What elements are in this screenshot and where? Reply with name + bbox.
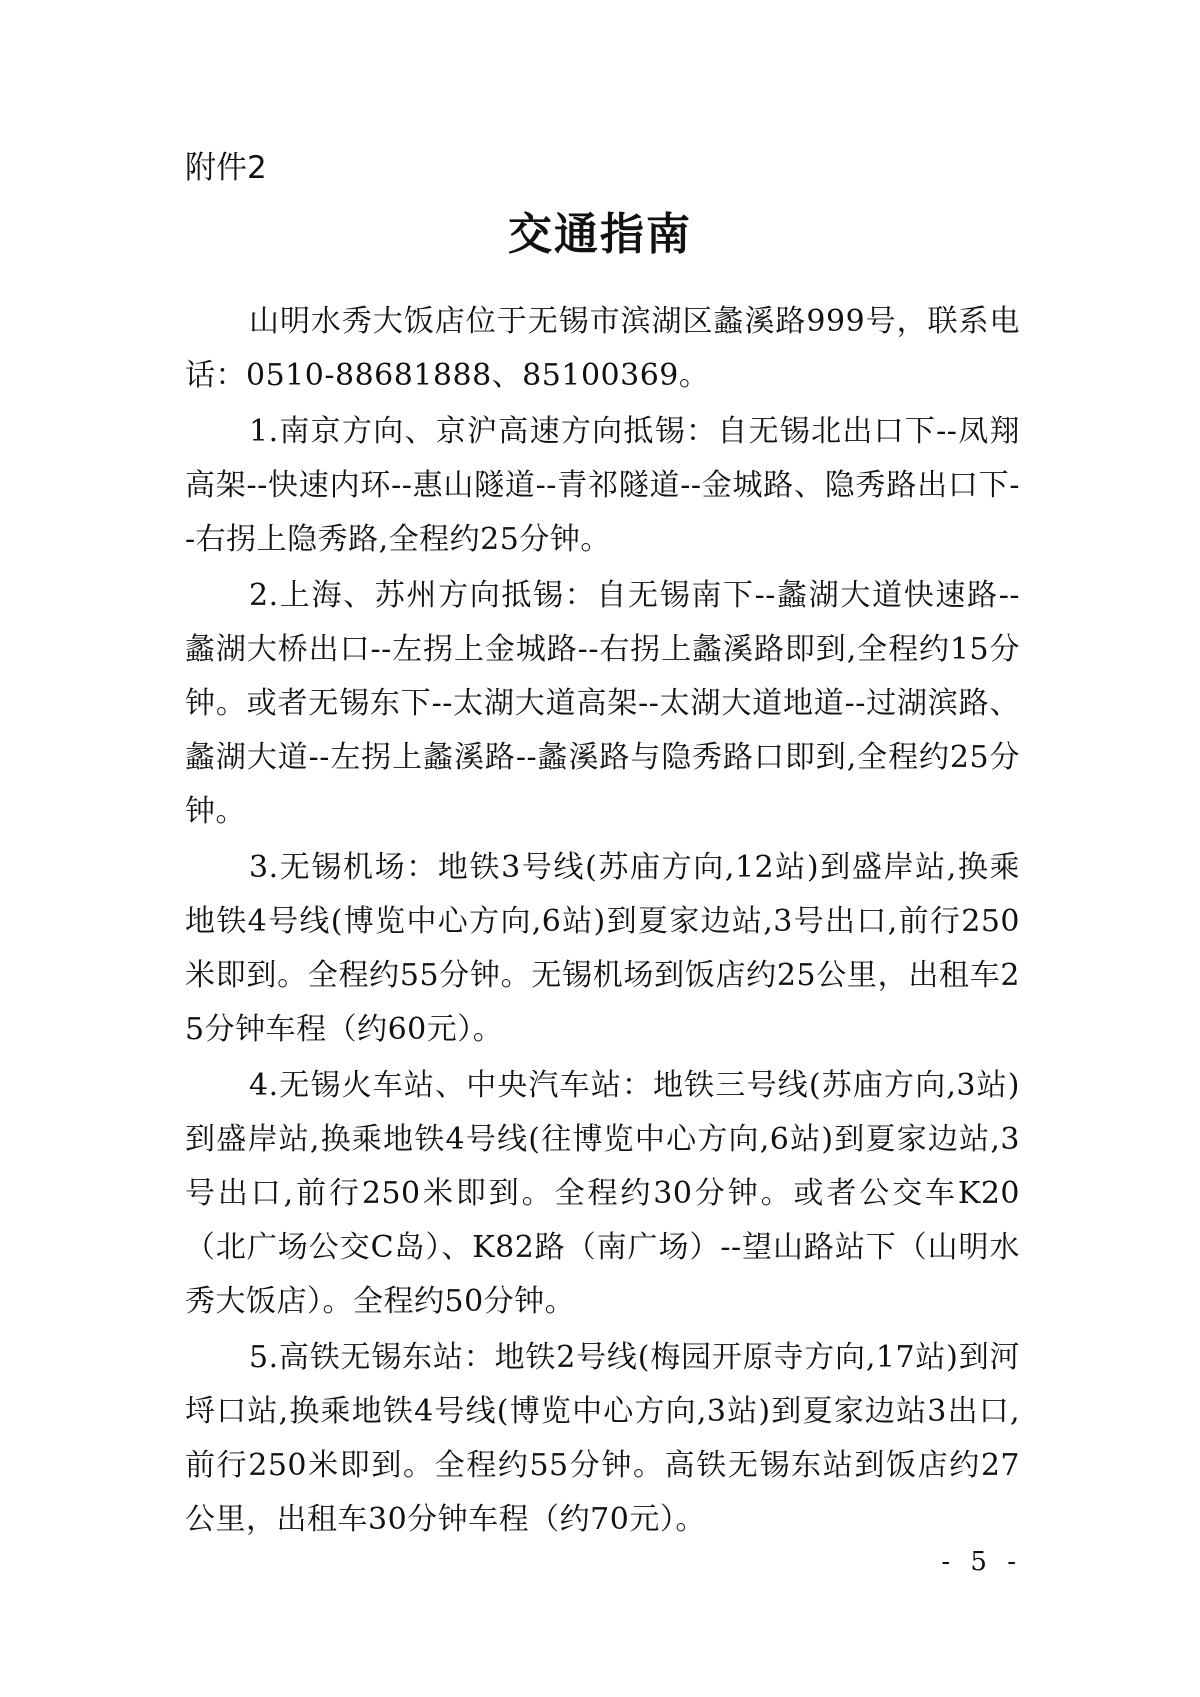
paragraph-intro: 山明水秀大饭店位于无锡市滨湖区蠡溪路999号，联系电话：0510-88681888、85100369。 <box>185 304 1020 393</box>
paragraph-railway-station-route: 4.无锡火车站、中央汽车站：地铁三号线(苏庙方向,3站)到盛岸站,换乘地铁4号线(往博览中心方向,6站)到夏家边站,3号出口,前行250米即到。全程约30分钟。或者公交车K20（北广场公交C岛）、K82路（南广场）--望山路站下（山明水秀大饭店）。全程约50分钟。 <box>185 1068 1020 1319</box>
paragraph-airport-route: 3.无锡机场：地铁3号线(苏庙方向,12站)到盛岸站,换乘地铁4号线(博览中心方向,6站)到夏家边站,3号出口,前行250米即到。全程约55分钟。无锡机场到饭店约25公里，出租车25分钟车程（约60元）。 <box>185 850 1020 1047</box>
page-title: 交通指南 <box>508 209 692 260</box>
paragraph-east-station-route: 5.高铁无锡东站：地铁2号线(梅园开原寺方向,17站)到河埒口站,换乘地铁4号线(博览中心方向,3站)到夏家边站3出口,前行250米即到。全程约55分钟。高铁无锡东站到饭店约27公里，出租车30分钟车程（约70元）。 <box>185 1340 1020 1537</box>
paragraph-nanjing-route: 1.南京方向、京沪高速方向抵锡：自无锡北出口下--凤翔高架--快速内环--惠山隧道--青祁隧道--金城路、隐秀路出口下--右拐上隐秀路,全程约25分钟。 <box>185 414 1020 557</box>
attachment-label: 附件2 <box>185 150 267 186</box>
page-number: - 5 - <box>941 1547 1022 1577</box>
paragraph-shanghai-suzhou-route: 2.上海、苏州方向抵锡：自无锡南下--蠡湖大道快速路--蠡湖大桥出口--左拐上金城路--右拐上蠡溪路即到,全程约15分钟。或者无锡东下--太湖大道高架--太湖大道地道--过湖滨路、蠡湖大道--左拐上蠡溪路--蠡溪路与隐秀路口即到,全程约25分钟。 <box>185 578 1020 829</box>
document-body <box>185 295 1020 1549</box>
